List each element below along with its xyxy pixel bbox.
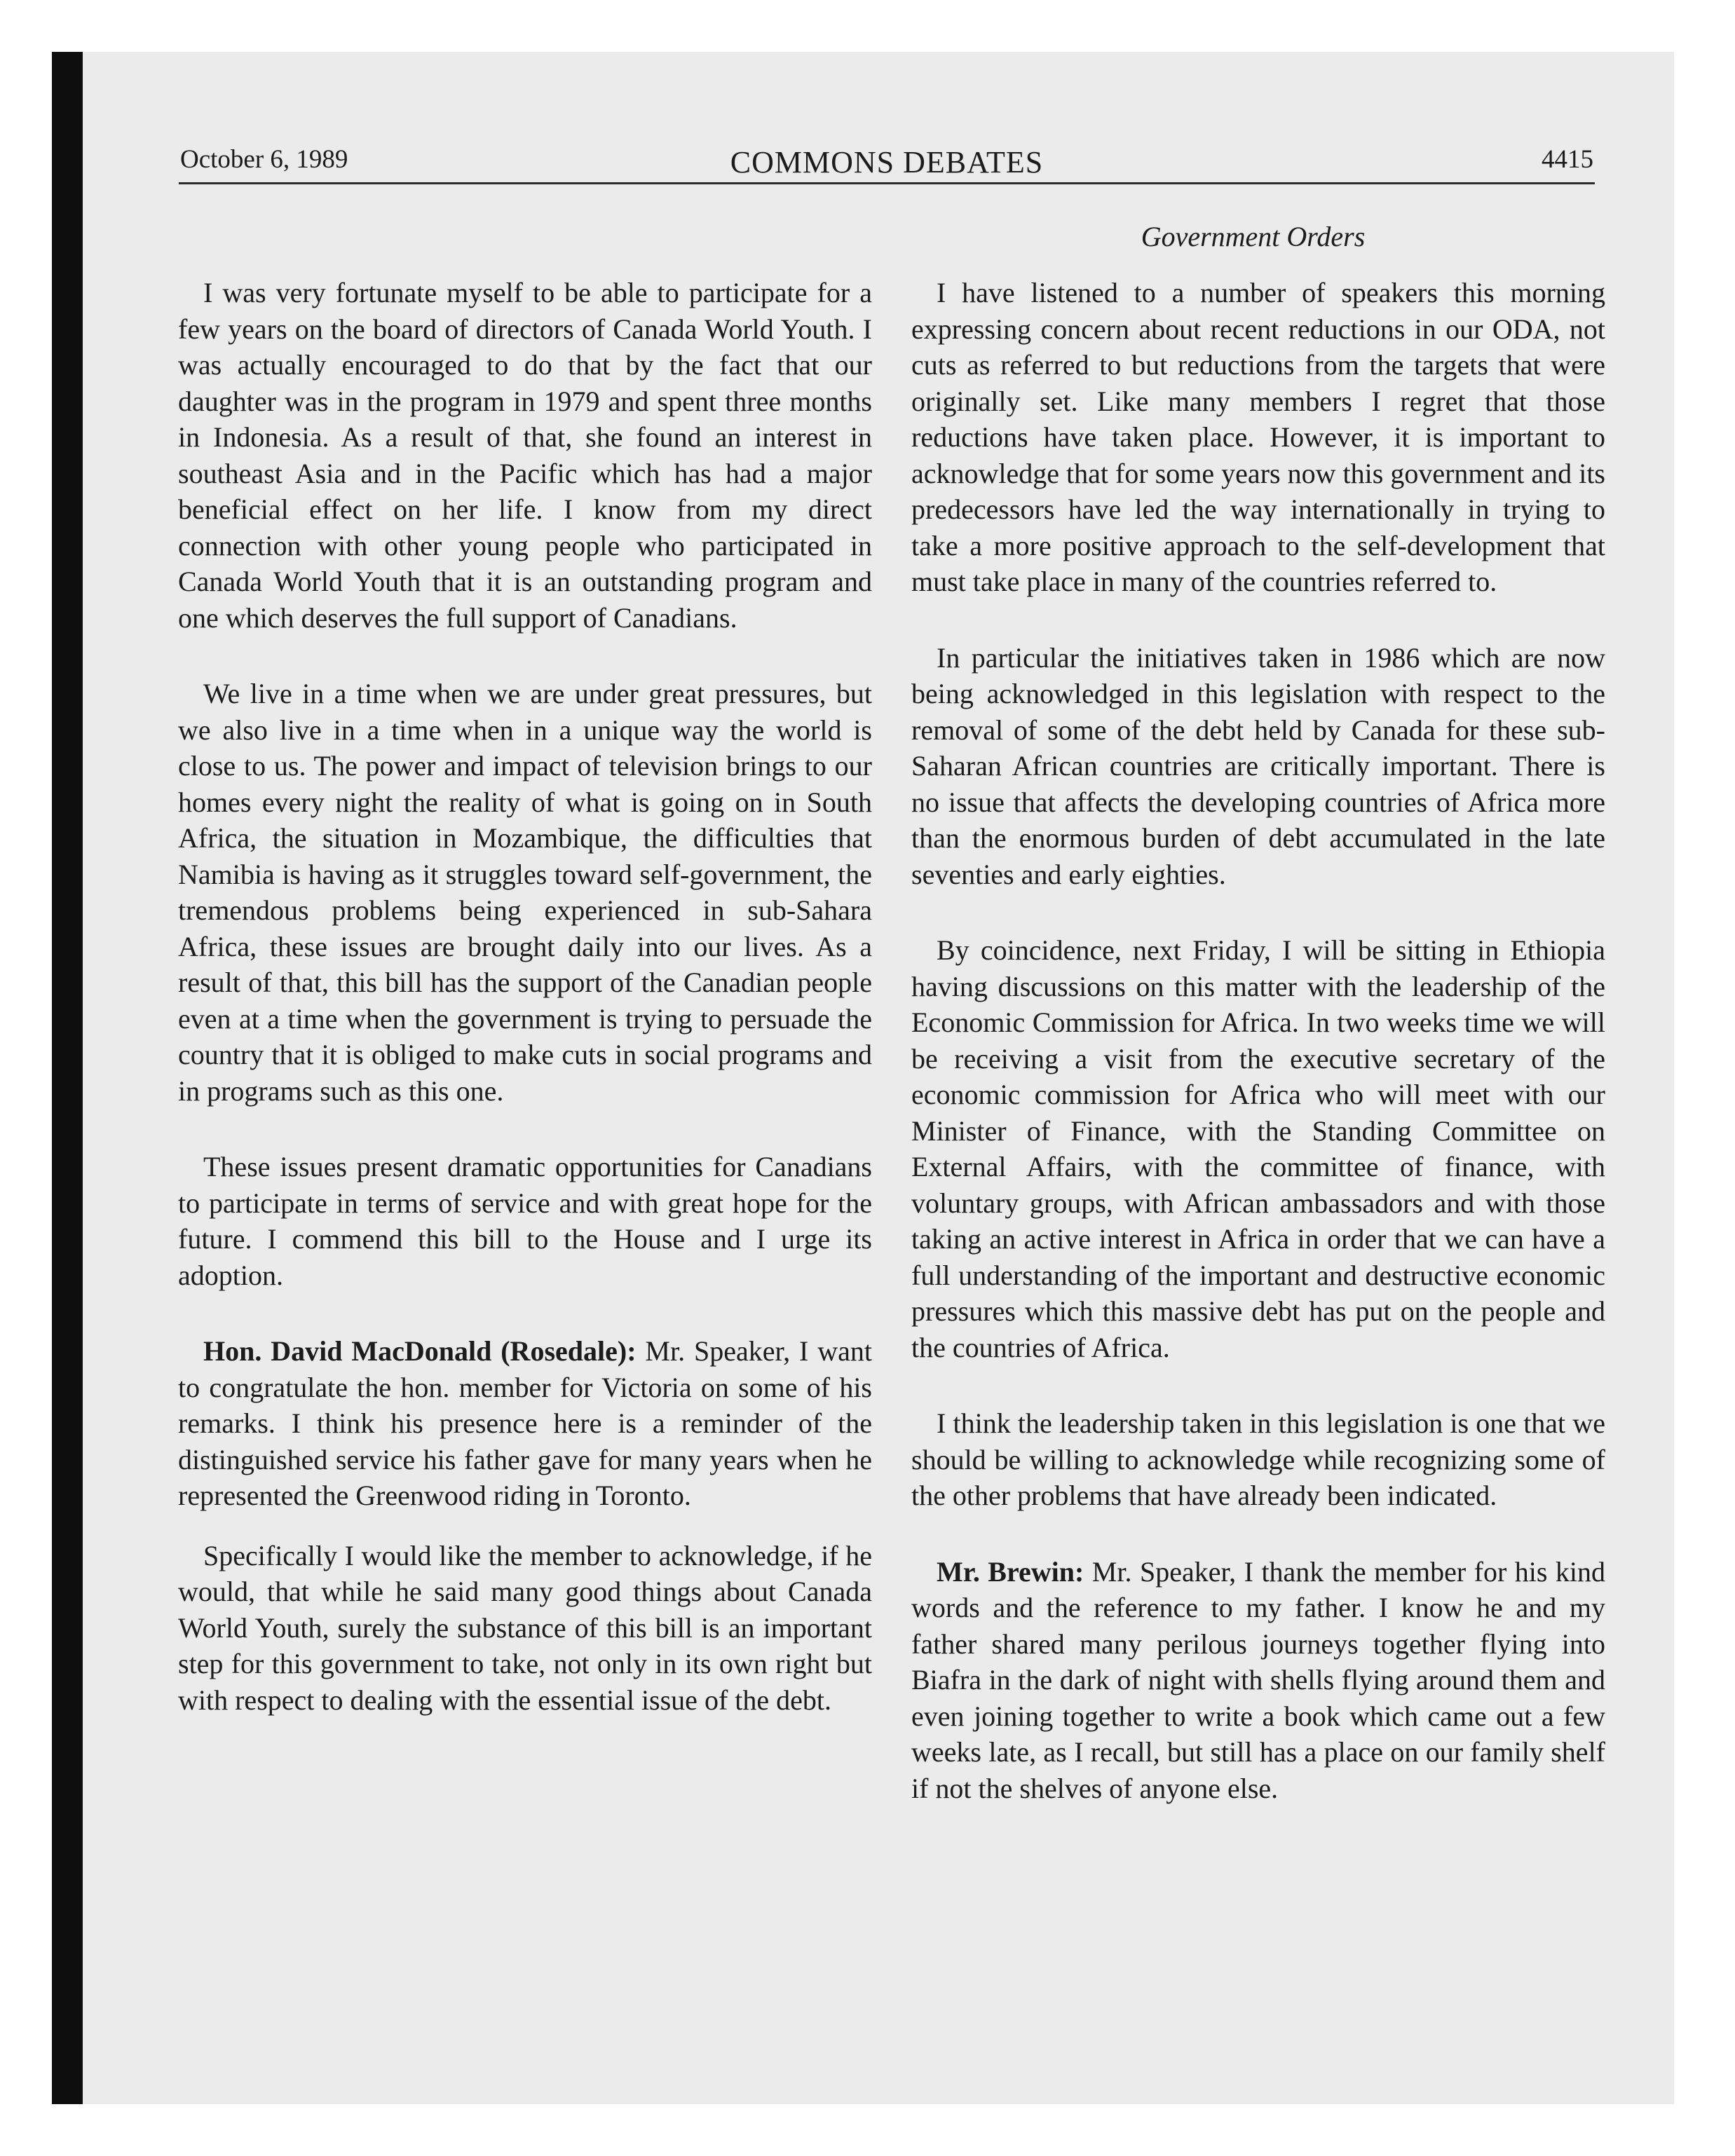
right-paragraph-5: [911, 1554, 1605, 1807]
page-header: [179, 137, 1595, 184]
header-date: October 6, 1989: [180, 145, 348, 174]
binding-edge: [52, 52, 83, 2104]
left-paragraph-4: [178, 1333, 872, 1514]
left-paragraph-1: I was very fortunate myself to be able to participate for a few years on the board of directors of Canada World Youth. I was actually encouraged to do that by the fact that our daughter was in the program in 1979 and spent three months in Indonesia. As a result of that, she found an interest in southeast Asia and in the Pacific which has had a major beneficial effect on her life. I know from my direct connection with other young people who participated in Canada World Youth that it is an outstanding program and one which deserves the full support of Canadians.: [178, 277, 872, 634]
right-paragraph-3: By coincidence, next Friday, I will be sitting in Ethiopia having discussions on this matter with the leadership of the Economic Commission for Africa. In two weeks time we will be receiving a visit from the executive secretary of the economic commission for Africa who will meet with our Minister of Finance, with the Standing Committee on External Affairs, with the committee of finance, with voluntary groups, with African ambassadors and with those taking an active interest in Africa in order that we can have a full understanding of the important and destructive economic pressures which this massive debt has put on the people and the countries of Africa.: [911, 934, 1605, 1363]
page-number: 4415: [1542, 145, 1593, 174]
left-paragraph-3: These issues present dramatic opportunities for Canadians to participate in terms of service and with great hope for the future. I commend this bill to the House and I urge its adoption.: [178, 1151, 872, 1291]
right-paragraph-4: I think the leadership taken in this legislation is one that we should be willing to acknowledge while recognizing some of the other problems that have already been indicated.: [911, 1407, 1605, 1511]
speech-text: Mr. Speaker, I thank the member for his kind words and the reference to my father. I know he and my father shared many perilous journeys together flying into Biafra in the dark of night with shells flying around them and even joining together to write a book which came out a few weeks late, as I recall, but still has a place on our family shelf if not the shelves of anyone else.: [911, 1555, 1605, 1804]
section-label: Government Orders: [1141, 221, 1366, 252]
right-paragraph-1: I have listened to a number of speakers this morning expressing concern about recent reductions in our ODA, not cuts as referred to but reductions from the targets that were originally set. Like many members I regret that those reductions have taken place. However, it is important to acknowledge that for some years now this government and its predecessors have led the way internationally in trying to take a more positive approach to the self-development that must take place in many of the countries referred to.: [911, 277, 1605, 597]
left-paragraph-2: We live in a time when we are under great pressures, but we also live in a time when in a unique way the world is close to us. The power and impact of television brings to our homes every night the reality of what is going on in South Africa, the situation in Mozambique, the difficulties that Namibia is having as it struggles toward self-government, the tremendous problems being experienced in sub-Sahara Africa, these issues are brought daily into our lives. As a result of that, this bill has the support of the Canadian people even at a time when the government is trying to persuade the country that it is obliged to make cuts in social programs and in programs such as this one.: [178, 678, 872, 1107]
speaker-name: Hon. David MacDonald (Rosedale):: [203, 1335, 637, 1367]
header-title: COMMONS DEBATES: [730, 145, 1044, 179]
left-column: [178, 275, 872, 1718]
speaker-name: Mr. Brewin:: [937, 1555, 1084, 1588]
right-column: [911, 275, 1605, 1806]
left-paragraph-5: Specifically I would like the member to acknowledge, if he would, that while he said many good things about Canada World Youth, surely the substance of this bill is an important step for this government to take, not only in its own right but with respect to dealing with the essential issue of the debt.: [178, 1539, 872, 1716]
right-paragraph-2: In particular the initiatives taken in 1986 which are now being acknowledged in this legislation with respect to the removal of some of the debt held by Canada for these sub-Saharan African countries are critically important. There is no issue that affects the developing countries of Africa more than the enormous burden of debt accumulated in the late seventies and early eighties.: [911, 641, 1605, 890]
speech-text: Mr. Speaker, I want to congratulate the hon. member for Victoria on some of his remarks. I think his presence here is a reminder of the distinguished service his father gave for many years when he represented the Greenwood riding in Toronto.: [178, 1335, 872, 1511]
